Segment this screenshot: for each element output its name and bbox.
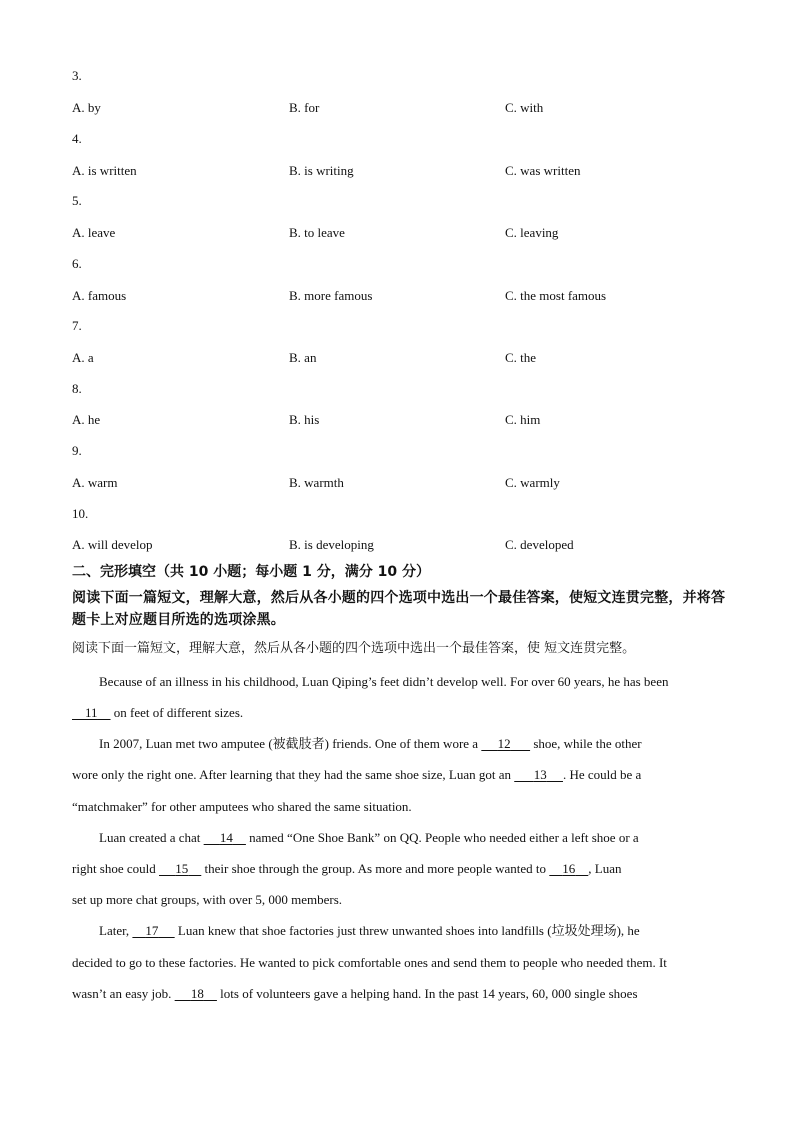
passage-line: [99, 830, 639, 846]
passage-text: lots of volunteers gave a helping hand. In the past 14 years, 60, 000 single shoes: [216, 986, 638, 1001]
passage-line: [99, 923, 640, 939]
passage-line: [72, 986, 638, 1002]
option-a[interactable]: A. he: [72, 412, 101, 427]
question-number: 9.: [72, 443, 82, 458]
option-c[interactable]: C. the most famous: [505, 288, 607, 303]
option-a[interactable]: A. will develop: [72, 537, 153, 552]
passage-line: [72, 892, 342, 908]
section-instruction: 阅读下面一篇短文，理解大意，然后从各小题的四个选项中选出一个最佳答案，使 短文连贯完整。: [72, 641, 636, 656]
passage-text: on feet of different sizes.: [110, 705, 244, 720]
option-b[interactable]: B. an: [289, 350, 317, 365]
blank-15[interactable]: 15: [175, 861, 189, 876]
option-row: [72, 350, 752, 366]
option-b[interactable]: B. is developing: [289, 537, 374, 552]
option-a[interactable]: A. by: [72, 100, 101, 115]
passage-text: named “One Shoe Bank” on QQ. People who needed either a left shoe or a: [245, 830, 639, 845]
option-a[interactable]: A. a: [72, 350, 94, 365]
passage-text: set up more chat groups, with over 5, 000 members.: [72, 892, 343, 907]
option-row: [72, 475, 752, 491]
option-b[interactable]: B. is writing: [289, 163, 354, 178]
passage-text: , Luan: [588, 861, 622, 876]
passage-line: [99, 674, 668, 690]
blank-17[interactable]: 17: [145, 923, 159, 938]
option-b[interactable]: B. for: [289, 100, 320, 115]
option-c[interactable]: C. with: [505, 100, 544, 115]
option-row: [72, 412, 752, 428]
option-row: [72, 537, 752, 553]
option-row: [72, 163, 752, 179]
option-c[interactable]: C. leaving: [505, 225, 559, 240]
question-number: 10.: [72, 506, 89, 521]
passage-text: Because of an illness in his childhood, Luan Qiping’s feet didn’t develop well. For over 60 years, he has been: [99, 674, 669, 689]
passage-text: Later,: [99, 923, 133, 938]
passage-text: shoe, while the other: [530, 736, 642, 751]
passage-text: wore only the right one. After learning that they had the same shoe size, Luan got an: [72, 767, 515, 782]
option-c[interactable]: C. the: [505, 350, 537, 365]
question-number: 8.: [72, 381, 82, 396]
section-instruction-bold: 阅读下面一篇短文，理解大意，然后从各小题的四个选项中选出一个最佳答案，使短文连贯完整，并将答题卡上对应题目所选的选项涂黑。: [72, 590, 726, 628]
blank-16[interactable]: 16: [562, 861, 576, 876]
passage-line: [99, 736, 642, 752]
passage-text: their shoe through the group. As more and more people wanted to: [201, 861, 550, 876]
option-c[interactable]: C. developed: [505, 537, 574, 552]
question-number: 5.: [72, 193, 82, 208]
question-number: 6.: [72, 256, 82, 271]
option-b[interactable]: B. his: [289, 412, 320, 427]
option-row: [72, 225, 752, 241]
option-b[interactable]: B. to leave: [289, 225, 345, 240]
option-a[interactable]: A. leave: [72, 225, 116, 240]
passage-line: [72, 799, 412, 815]
option-c[interactable]: C. warmly: [505, 475, 560, 490]
passage-text: Luan created a chat: [99, 830, 204, 845]
option-b[interactable]: B. more famous: [289, 288, 373, 303]
option-row: [72, 288, 752, 304]
question-number: 3.: [72, 68, 82, 83]
passage-line: [72, 767, 641, 783]
option-a[interactable]: A. famous: [72, 288, 127, 303]
blank-18[interactable]: 18: [190, 986, 204, 1001]
option-c[interactable]: C. him: [505, 412, 541, 427]
passage-text: In 2007, Luan met two amputee (被截肢者) friends. One of them wore a: [99, 736, 482, 751]
blank-12[interactable]: 12: [497, 736, 511, 751]
blank-14[interactable]: 14: [219, 830, 233, 845]
blank-13[interactable]: 13: [533, 767, 547, 782]
passage-text: right shoe could: [72, 861, 160, 876]
option-a[interactable]: A. is written: [72, 163, 137, 178]
option-a[interactable]: A. warm: [72, 475, 118, 490]
question-number: 4.: [72, 131, 82, 146]
passage-text: “matchmaker” for other amputees who shared the same situation.: [72, 799, 412, 814]
option-row: [72, 100, 752, 116]
option-c[interactable]: C. was written: [505, 163, 581, 178]
passage-text: Luan knew that shoe factories just threw unwanted shoes into landfills (垃圾处理场), he: [174, 923, 640, 938]
passage-line: [72, 705, 243, 721]
blank-11[interactable]: 11: [85, 705, 98, 720]
passage-text: wasn’t an easy job.: [72, 986, 175, 1001]
passage-line: [72, 861, 622, 877]
passage-text: decided to go to these factories. He wanted to pick comfortable ones and send them to people who needed them. It: [72, 955, 667, 970]
passage-text: . He could be a: [562, 767, 642, 782]
question-number: 7.: [72, 318, 82, 333]
passage-line: [72, 955, 667, 971]
section-title: 二、完形填空（共 10 小题；每小题 1 分，满分 10 分）: [72, 564, 430, 580]
option-b[interactable]: B. warmth: [289, 475, 344, 490]
